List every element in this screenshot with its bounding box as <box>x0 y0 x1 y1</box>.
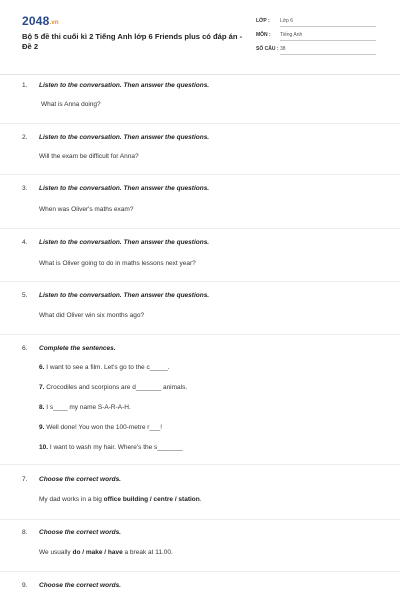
question-separator <box>0 174 400 175</box>
text-post: . <box>199 496 202 503</box>
question-number: 7. <box>22 476 28 483</box>
item-number: 6. <box>39 364 45 371</box>
item-number: 10. <box>39 444 49 451</box>
question-number: 4. <box>22 239 28 246</box>
count-label: SỐ CÂU : <box>256 46 279 52</box>
class-value: Lớp 6 <box>280 18 376 27</box>
question-instruction: Complete the sentences. <box>39 345 116 352</box>
question-separator <box>0 571 400 572</box>
question-separator <box>0 123 400 124</box>
word-choices: do / make / have <box>72 549 123 556</box>
item-number: 9. <box>39 424 45 431</box>
question-instruction: Listen to the conversation. Then answer the questions. <box>39 134 210 141</box>
question-number: 9. <box>22 582 28 589</box>
question-text <box>39 496 202 503</box>
question-number: 5. <box>22 292 28 299</box>
question-instruction: Listen to the conversation. Then answer the questions. <box>39 239 210 246</box>
document-title: Bộ 5 đề thi cuối kì 2 Tiếng Anh lớp 6 Friends plus có đáp án - Đề 2 <box>22 32 243 51</box>
class-label: LỚP : <box>256 18 270 24</box>
question-instruction: Listen to the conversation. Then answer the questions. <box>39 185 210 192</box>
question-number: 6. <box>22 345 28 352</box>
question-separator <box>0 464 400 465</box>
sentence-item <box>39 444 183 451</box>
text-pre: My dad works in a big <box>39 496 104 503</box>
sentence-item <box>39 364 170 371</box>
subject-row <box>256 32 376 41</box>
class-row <box>256 18 376 27</box>
count-row <box>256 46 376 55</box>
sentence-item <box>39 424 162 431</box>
question-number: 3. <box>22 185 28 192</box>
question-instruction: Listen to the conversation. Then answer the questions. <box>39 82 210 89</box>
word-choices: office building / centre / station <box>103 496 200 503</box>
question-number: 2. <box>22 134 28 141</box>
item-number: 7. <box>39 384 45 391</box>
question-separator <box>0 519 400 520</box>
question-number: 1. <box>22 82 28 89</box>
item-text: I want to wash my hair. Where's the s_______ <box>49 444 183 451</box>
question-text: When was Oliver's maths exam? <box>39 206 134 213</box>
question-instruction: Listen to the conversation. Then answer the questions. <box>39 292 210 299</box>
subject-value: Tiếng Anh <box>280 32 376 41</box>
item-text: I want to see a film. Let's go to the c_____. <box>46 364 170 371</box>
logo-text: 2048 <box>22 14 50 28</box>
question-instruction: Choose the correct words. <box>39 582 121 589</box>
question-separator <box>0 334 400 335</box>
question-text: What did Oliver win six months ago? <box>39 312 145 319</box>
question-text: What is Anna doing? <box>41 101 101 108</box>
text-post: a break at 11.00. <box>122 549 173 556</box>
header-divider <box>0 74 400 75</box>
sentence-item <box>39 384 187 391</box>
item-text: I s____ my name S-A-R-A-H. <box>46 404 131 411</box>
sentence-item <box>39 404 131 411</box>
question-separator <box>0 281 400 282</box>
subject-label: MÔN : <box>256 32 271 38</box>
logo-suffix: .vn <box>49 20 59 26</box>
site-logo[interactable] <box>22 14 59 28</box>
question-text: Will the exam be difficult for Anna? <box>39 153 139 160</box>
question-number: 8. <box>22 529 28 536</box>
text-pre: We usually <box>39 549 73 556</box>
question-text <box>39 549 173 556</box>
item-number: 8. <box>39 404 45 411</box>
header <box>0 0 400 74</box>
question-instruction: Choose the correct words. <box>39 476 121 483</box>
question-instruction: Choose the correct words. <box>39 529 121 536</box>
question-text: What is Oliver going to do in maths lessons next year? <box>39 260 196 267</box>
item-text: Crocodiles and scorpions are d_______ animals. <box>46 384 188 391</box>
item-text: Well done! You won the 100-metre r___! <box>46 424 163 431</box>
count-value: 38 <box>280 46 376 55</box>
question-separator <box>0 228 400 229</box>
